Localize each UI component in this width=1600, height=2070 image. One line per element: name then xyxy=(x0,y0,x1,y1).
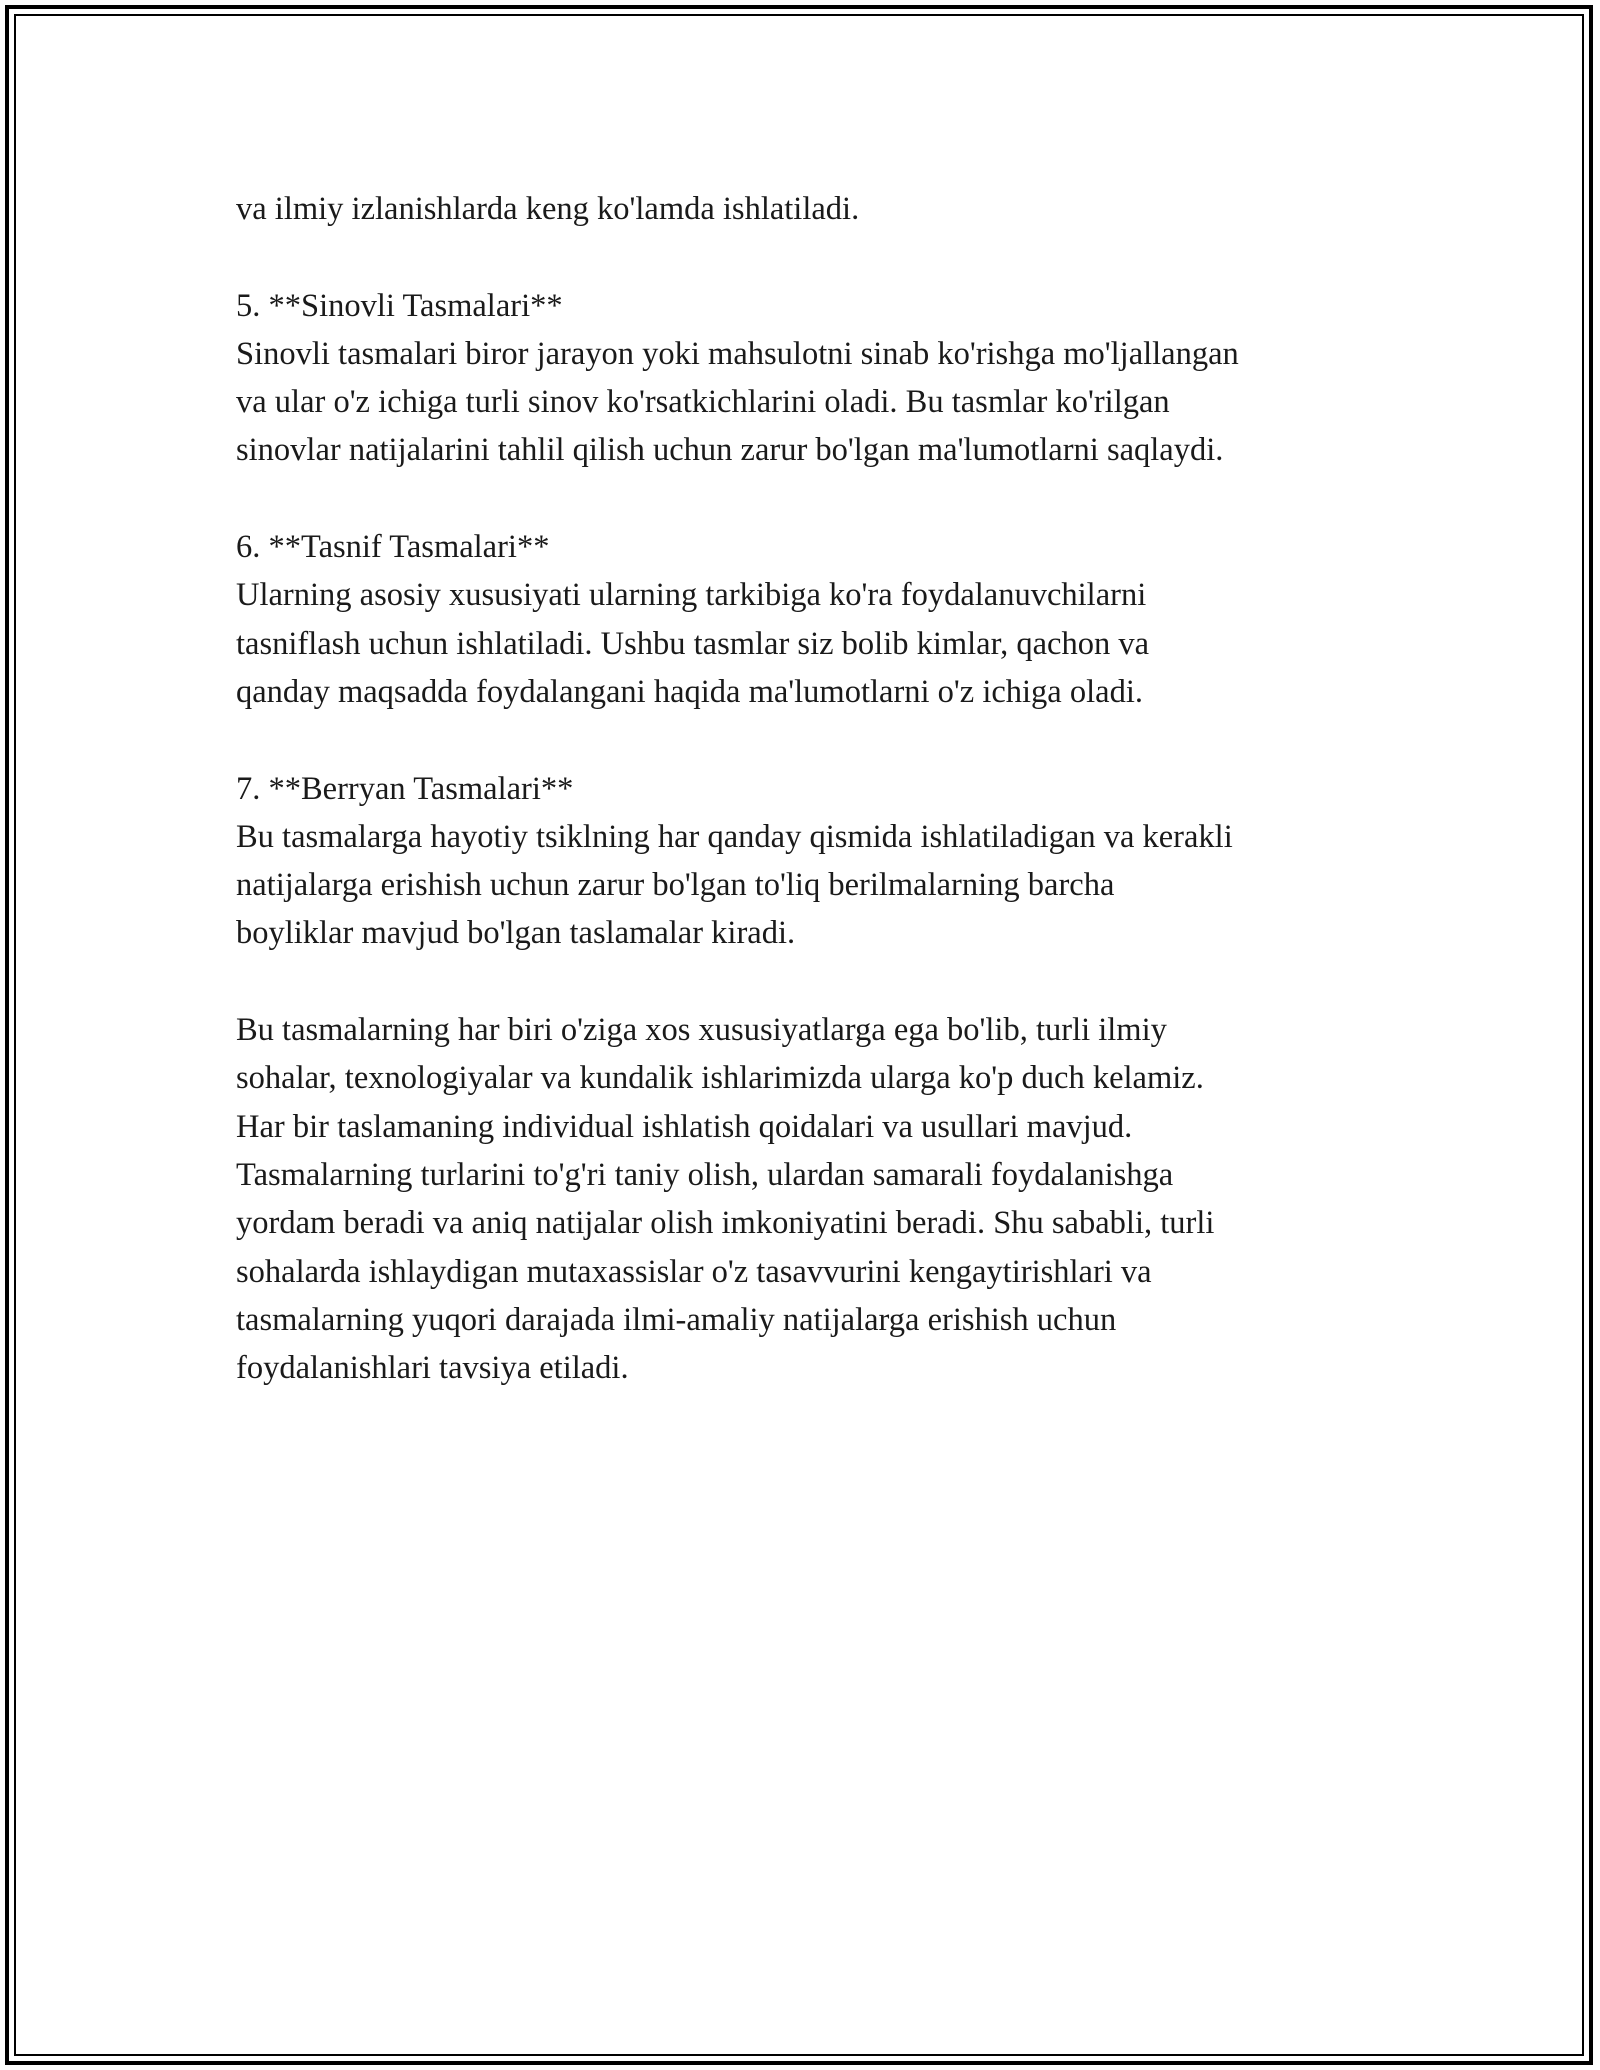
body-line: tasniflash uchun ishlatiladi. Ushbu tasmlar siz bolib kimlar, qachon va xyxy=(236,625,1150,662)
body-line: tasmalarning yuqori darajada ilmi-amaliy natijalarga erishish uchun xyxy=(236,1301,1117,1338)
body-line: yordam beradi va aniq natijalar olish imkoniyatini beradi. Shu sababli, turli xyxy=(236,1205,1215,1242)
paragraph-gap xyxy=(236,958,1396,1006)
body-line: boyliklar mavjud bo'lgan taslamalar kiradi. xyxy=(236,915,796,952)
body-line: Har bir taslamaning individual ishlatish qoidalari va usullari mavjud. xyxy=(236,1108,1133,1145)
body-line: foydalanishlari tavsiya etiladi. xyxy=(236,1350,629,1387)
body-line: Sinovli tasmalari biror jarayon yoki mahsulotni sinab ko'rishga mo'ljallangan xyxy=(236,335,1239,372)
body-line: sinovlar natijalarini tahlil qilish uchun zarur bo'lgan ma'lumotlarni saqlaydi. xyxy=(236,432,1224,469)
body-line: va ular o'z ichiga turli sinov ko'rsatkichlarini oladi. Bu tasmlar ko'rilgan xyxy=(236,384,1170,421)
section-heading: 7. **Berryan Tasmalari** xyxy=(236,770,574,807)
body-line: natijalarga erishish uchun zarur bo'lgan to'liq berilmalarning barcha xyxy=(236,867,1115,904)
conclusion-paragraph xyxy=(236,1006,1396,1392)
body-line: qanday maqsadda foydalangani haqida ma'lumotlarni o'z ichiga oladi. xyxy=(236,673,1143,710)
section-tasnif xyxy=(236,523,1396,716)
section-sinovli xyxy=(236,282,1396,475)
paragraph-gap xyxy=(236,233,1396,281)
document-body xyxy=(236,185,1396,1392)
paragraph-gap xyxy=(236,475,1396,523)
section-heading: 6. **Tasnif Tasmalari** xyxy=(236,529,550,566)
body-line: Bu tasmalarning har biri o'ziga xos xususiyatlarga ega bo'lib, turli ilmiy xyxy=(236,1012,1167,1049)
paragraph-gap xyxy=(236,716,1396,764)
body-line: Bu tasmalarga hayotiy tsiklning har qanday qismida ishlatiladigan va kerakli xyxy=(236,818,1233,855)
body-line: sohalar, texnologiyalar va kundalik ishlarimizda ularga ko'p duch kelamiz. xyxy=(236,1060,1204,1097)
body-line: Ularning asosiy xususiyati ularning tarkibiga ko'ra foydalanuvchilarni xyxy=(236,577,1147,614)
section-berryan xyxy=(236,765,1396,958)
body-line: sohalarda ishlaydigan mutaxassislar o'z tasavvurini kengaytirishlari va xyxy=(236,1253,1152,1290)
intro-line: va ilmiy izlanishlarda keng ko'lamda ishlatiladi. xyxy=(236,191,860,227)
body-line: Tasmalarning turlarini to'g'ri taniy olish, ulardan samarali foydalanishga xyxy=(236,1156,1174,1193)
section-heading: 5. **Sinovli Tasmalari** xyxy=(236,287,563,324)
